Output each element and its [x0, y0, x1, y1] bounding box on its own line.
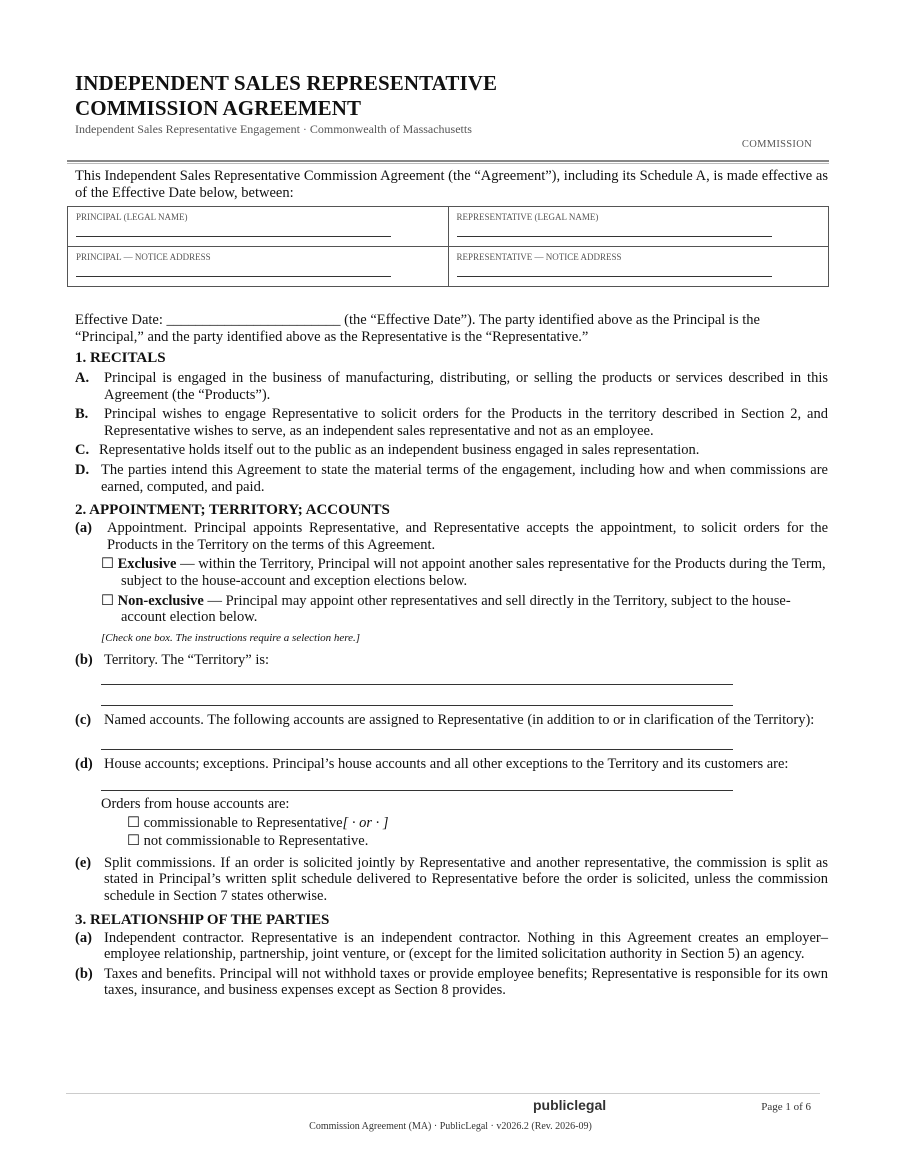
recital-text: Principal wishes to engage Representative to solicit orders for the Products in the territory described in Section 2, and Representative wishes to serve, as an independent sales representative and not as an employee. [104, 406, 828, 439]
territory-line-1[interactable] [101, 669, 733, 685]
section-3-heading: 3. RELATIONSHIP OF THE PARTIES [75, 911, 330, 928]
house-orders-label: Orders from house accounts are: [101, 796, 290, 813]
agreement-body [75, 349, 828, 999]
recital-label: C. [75, 442, 90, 459]
effective-date-paragraph [75, 312, 828, 346]
recital-text: Representative holds itself out to the public as an independent business engaged in sales representation. [99, 442, 700, 459]
clause-label: (b) [75, 652, 93, 669]
not-commissionable-text: ☐ not commissionable to Representative. [127, 833, 369, 850]
title-line-2: COMMISSION AGREEMENT [75, 96, 362, 120]
or-note: [ · or · ] [342, 814, 389, 831]
principal-address-label: PRINCIPAL — NOTICE ADDRESS [76, 252, 211, 262]
non-exclusive-label: Non-exclusive [117, 592, 204, 609]
clause-label: (a) [75, 520, 92, 537]
principal-address-line[interactable] [76, 276, 391, 277]
clause-label: (d) [75, 755, 93, 772]
parties-table [67, 206, 829, 287]
representative-name-cell[interactable] [448, 207, 829, 247]
recital-label: B. [75, 406, 89, 423]
clause-label: (c) [75, 711, 92, 728]
not-commissionable-option[interactable] [127, 833, 828, 850]
footer-text: Commission Agreement (MA) · PublicLegal · v2026.2 (Rev. 2026-09) [309, 1121, 592, 1132]
non-exclusive-option [75, 593, 828, 626]
non-exclusive-text: — Principal may appoint other representatives and sell directly in the Territory, subject to the house-account election below. [121, 592, 791, 626]
exclusive-label: Exclusive [117, 556, 177, 573]
clause-2c [75, 712, 828, 729]
footer-rule [66, 1093, 820, 1094]
recital-d [75, 462, 828, 495]
commissionable-text: ☐ commissionable to Representative [127, 814, 343, 831]
recital-label: A. [75, 370, 90, 386]
document-subtitle: Independent Sales Representative Engagement · Commonwealth of Massachusetts [75, 122, 472, 136]
recital-b [75, 406, 828, 439]
effective-date-field[interactable]: Effective Date: ________________________ [75, 312, 341, 328]
clause-text: Territory. The “Territory” is: [104, 652, 270, 669]
recital-label: D. [75, 461, 90, 478]
principal-name-cell[interactable] [68, 207, 449, 247]
exclusive-option [75, 556, 828, 589]
recital-a [75, 370, 828, 403]
clause-2d [75, 756, 828, 773]
territory-line-2[interactable] [101, 685, 733, 706]
clause-3b [75, 966, 828, 999]
principal-name-line[interactable] [76, 236, 391, 237]
non-exclusive-checkbox[interactable]: ☐ [101, 592, 114, 609]
intro-paragraph: This Independent Sales Representative Commission Agreement (the “Agreement”), including its Schedule A, is made effective as of the Effective Date below, between: [75, 168, 828, 201]
section-2-heading: 2. APPOINTMENT; TERRITORY; ACCOUNTS [75, 502, 390, 519]
clause-2e [75, 855, 828, 905]
section-1-heading: 1. RECITALS [75, 350, 166, 366]
clause-label: (b) [75, 965, 93, 982]
document-tag: COMMISSION [741, 139, 812, 150]
recital-text: The parties intend this Agreement to state the material terms of the engagement, including how and when commissions are earned, computed, and paid. [101, 461, 828, 495]
representative-address-cell[interactable] [448, 247, 829, 287]
representative-name-line[interactable] [457, 236, 772, 237]
clause-text: House accounts; exceptions. Principal’s house accounts and all other exceptions to the Territory and its customers are: [104, 755, 789, 772]
title-line-1: INDEPENDENT SALES REPRESENTATIVE [75, 71, 498, 95]
clause-3a [75, 930, 828, 963]
clause-text: Taxes and benefits. Principal will not withhold taxes or provide employee benefits; Representative is responsible for its own taxes, insurance, and business expenses except as Section 8 provides. [104, 965, 828, 999]
representative-address-label: REPRESENTATIVE — NOTICE ADDRESS [456, 252, 622, 262]
clause-text: Independent contractor. Representative is an independent contractor. Nothing in this Agreement creates an employer–employee relationship, partnership, joint venture, or (except for the limited solicitation authority in Section 5) an agency. [104, 929, 828, 963]
representative-name-label: REPRESENTATIVE (LEGAL NAME) [456, 212, 599, 222]
page-number: Page 1 of 6 [761, 1101, 811, 1113]
exclusive-checkbox[interactable]: ☐ [101, 556, 114, 573]
house-accounts-line[interactable] [101, 772, 733, 791]
commissionable-option[interactable] [127, 815, 828, 832]
selection-note: [Check one box. The instructions require a selection here.] [101, 631, 361, 644]
recital-c [75, 442, 828, 459]
exclusive-text: — within the Territory, Principal will not appoint another sales representative for the Products during the Term, subject to the house-account and exception elections below. [121, 556, 826, 589]
document-title [75, 71, 497, 121]
named-accounts-line[interactable] [101, 729, 733, 750]
principal-name-label: PRINCIPAL (LEGAL NAME) [76, 212, 188, 222]
recital-text: Principal is engaged in the business of manufacturing, distributing, or selling the products or services described in this Agreement (the “Products”). [104, 370, 828, 403]
clause-2b [75, 652, 828, 669]
effective-date-text: (the “Effective Date”). The party identified above as the Principal is the “Principal,” and the party identified above as the Representative is the “Representative.” [75, 312, 760, 345]
publiclegal-logo: publiclegal [533, 1097, 607, 1113]
representative-address-line[interactable] [457, 276, 772, 277]
clause-text: Named accounts. The following accounts are assigned to Representative (in addition to or in clarification of the Territory): [104, 711, 815, 728]
clause-text: Split commissions. If an order is solicited jointly by Representative and another representative, the commission is split as stated in Principal’s written split schedule delivered to Representative before the order is solicited, unless the commission schedule in Section 7 states otherwise. [104, 854, 828, 905]
clause-2a [75, 520, 828, 553]
clause-label: (e) [75, 854, 92, 871]
clause-text: Appointment. Principal appoints Representative, and Representative accepts the appointment, to solicit orders for the Products in the Territory on the terms of this Agreement. [107, 520, 828, 553]
principal-address-cell[interactable] [68, 247, 449, 287]
header-rule [67, 160, 829, 164]
clause-label: (a) [75, 929, 92, 946]
